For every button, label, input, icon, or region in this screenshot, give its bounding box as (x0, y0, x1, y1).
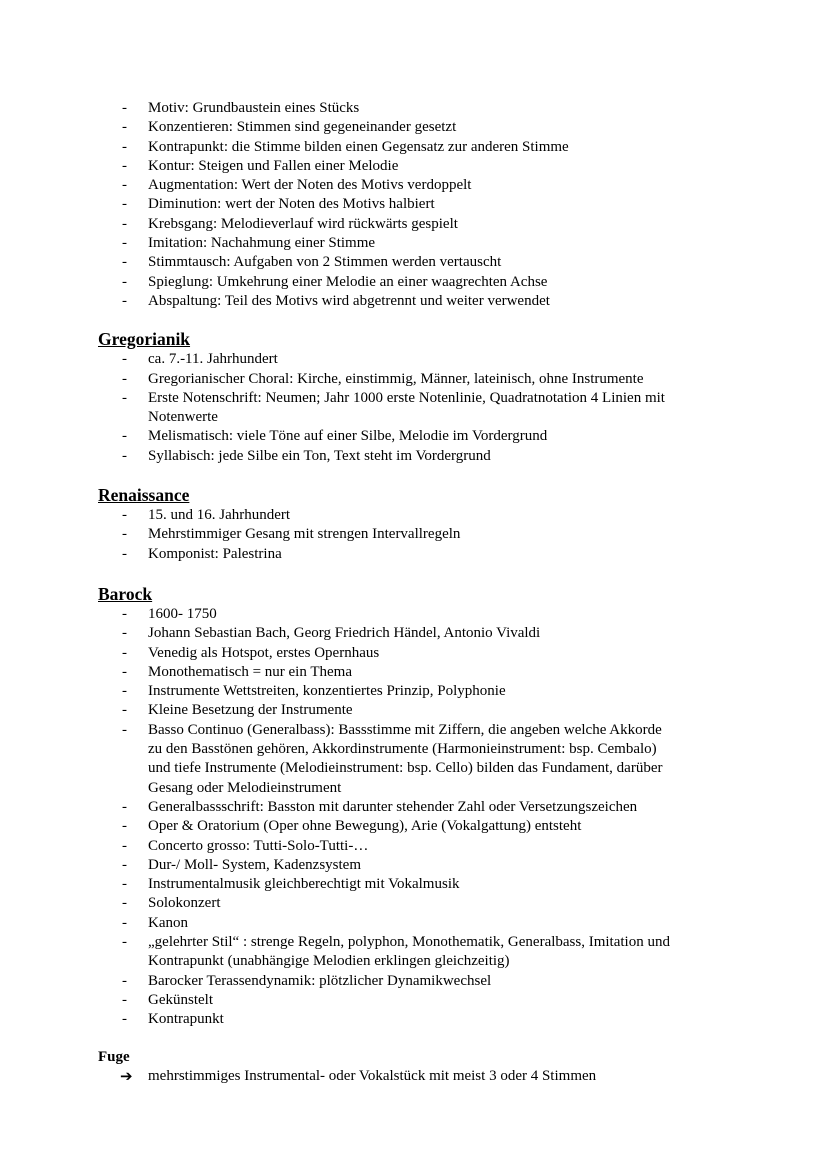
list-item: - Barocker Terassendynamik: plötzlicher Dynamikwechsel (98, 972, 768, 991)
section-renaissance (98, 484, 768, 564)
list-item: - Konzentieren: Stimmen sind gegeneinander gesetzt (98, 118, 768, 137)
gregorianik-list (98, 350, 768, 466)
list-item: - Kontur: Steigen und Fallen einer Melodie (98, 157, 768, 176)
list-item: - Diminution: wert der Noten des Motivs halbiert (98, 195, 768, 214)
section-gregorianik (98, 328, 768, 466)
list-item: - ca. 7.-11. Jahrhundert (98, 350, 768, 369)
list-item: - Augmentation: Wert der Noten des Motivs verdoppelt (98, 176, 768, 195)
list-item: - Venedig als Hotspot, erstes Opernhaus (98, 644, 768, 663)
list-item: - Oper & Oratorium (Oper ohne Bewegung), Arie (Vokalgattung) entsteht (98, 817, 768, 836)
section-barock (98, 583, 768, 1030)
section-heading-barock: Barock (98, 583, 153, 604)
list-item: - Basso Continuo (Generalbass): Bassstimme mit Ziffern, die angeben welche Akkorde zu den Basstönen gehören, Akkordinstrumente (Harmonieinstrument: bsp. Cembalo) und tiefe Instrumente (Melodieinstrument: bsp. Cello) bilden das Fundament, darüber Gesang oder Melodieinstrument (98, 721, 768, 798)
list-item: - 1600- 1750 (98, 605, 768, 624)
list-item: - „gelehrter Stil“ : strenge Regeln, polyphon, Monothematik, Generalbass, Imitation und Kontrapunkt (unabhängige Melodien erklingen gleichzeitig) (98, 933, 768, 972)
list-item: - Kleine Besetzung der Instrumente (98, 701, 768, 720)
section-heading-gregorianik: Gregorianik (98, 329, 191, 350)
list-item: - Kontrapunkt (98, 1010, 768, 1029)
list-item: - Generalbassschrift: Basston mit darunter stehender Zahl oder Versetzungszeichen (98, 798, 768, 817)
barock-list (98, 605, 768, 1030)
renaissance-list (98, 506, 768, 564)
list-item: - Instrumentalmusik gleichberechtigt mit Vokalmusik (98, 875, 768, 894)
list-item: - 15. und 16. Jahrhundert (98, 506, 768, 525)
list-item: - Syllabisch: jede Silbe ein Ton, Text steht im Vordergrund (98, 447, 768, 466)
list-item: - Dur-/ Moll- System, Kadenzsystem (98, 856, 768, 875)
list-item: - Gregorianischer Choral: Kirche, einstimmig, Männer, lateinisch, ohne Instrumente (98, 370, 768, 389)
section-fuge (98, 1048, 768, 1086)
list-item: - Spieglung: Umkehrung einer Melodie an einer waagrechten Achse (98, 273, 768, 292)
list-item: - Kontrapunkt: die Stimme bilden einen Gegensatz zur anderen Stimme (98, 138, 768, 157)
list-item: - Gekünstelt (98, 991, 768, 1010)
list-item: - Concerto grosso: Tutti-Solo-Tutti-… (98, 837, 768, 856)
arrow-right-icon: ➔ (120, 1067, 133, 1086)
list-item: - Melismatisch: viele Töne auf einer Silbe, Melodie im Vordergrund (98, 427, 768, 446)
list-item: - Solokonzert (98, 894, 768, 913)
section-heading-fuge: Fuge (98, 1049, 130, 1066)
list-item: - Erste Notenschrift: Neumen; Jahr 1000 erste Notenlinie, Quadratnotation 4 Linien mit Notenwerte (98, 389, 768, 428)
list-item: - Krebsgang: Melodieverlauf wird rückwärts gespielt (98, 215, 768, 234)
list-item: - Abspaltung: Teil des Motivs wird abgetrennt und weiter verwendet (98, 292, 768, 311)
fuge-definition (98, 1067, 768, 1086)
list-item: - Stimmtausch: Aufgaben von 2 Stimmen werden vertauscht (98, 253, 768, 272)
list-item: - Motiv: Grundbaustein eines Stücks (98, 99, 768, 118)
list-item: - Monothematisch = nur ein Thema (98, 663, 768, 682)
section-heading-renaissance: Renaissance (98, 485, 190, 506)
list-item: - Kanon (98, 914, 768, 933)
list-item: - Imitation: Nachahmung einer Stimme (98, 234, 768, 253)
terms-list (98, 99, 768, 311)
list-item: - Komponist: Palestrina (98, 545, 768, 564)
list-item: - Instrumente Wettstreiten, konzentiertes Prinzip, Polyphonie (98, 682, 768, 701)
list-item: - Johann Sebastian Bach, Georg Friedrich Händel, Antonio Vivaldi (98, 624, 768, 643)
list-item: - Mehrstimmiger Gesang mit strengen Intervallregeln (98, 525, 768, 544)
fuge-definition-text: mehrstimmiges Instrumental- oder Vokalstück mit meist 3 oder 4 Stimmen (148, 1068, 597, 1085)
